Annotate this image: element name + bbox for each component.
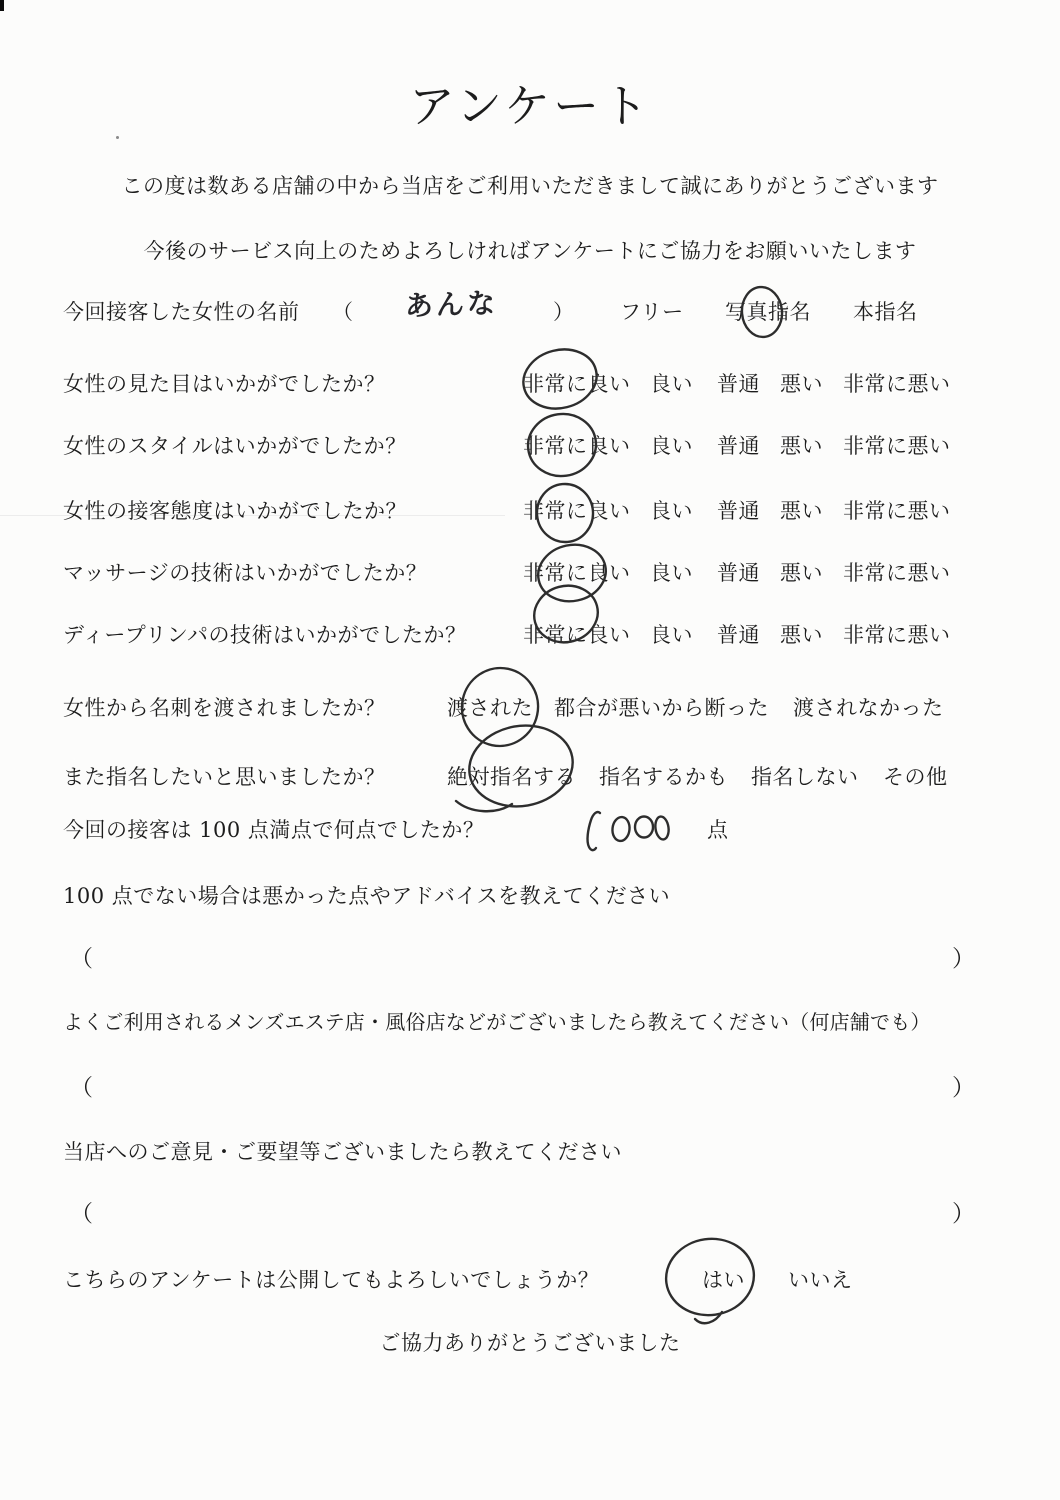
name-close-paren: ） <box>553 300 575 324</box>
advice-answer-row <box>0 944 1060 974</box>
shops-close-paren: ） <box>952 1075 976 1101</box>
rating-row-looks <box>0 369 1060 399</box>
shops-question-label: よくご利用されるメンズエステ店・風俗店などがございましたら教えてください（何店舗でも） <box>63 1010 931 1034</box>
option-definitely-request: 絶対指名する <box>447 765 576 789</box>
shops-answer-row <box>0 1073 1060 1103</box>
score-unit: 点 <box>707 818 729 842</box>
name-question-label: 今回接客した女性の名前 <box>63 300 300 324</box>
rating-row-service <box>0 496 1060 526</box>
rating-label-deep-lymph: ディープリンパの技術はいかがでしたか？ <box>63 623 467 647</box>
opinion-question-row <box>0 1137 1060 1167</box>
option-very-bad: 非常に悪い <box>843 434 951 458</box>
option-very-bad: 非常に悪い <box>843 561 951 585</box>
score-question-row <box>0 815 1060 845</box>
option-bad: 悪い <box>780 499 823 523</box>
footer-thanks: ご協力ありがとうございました <box>379 1331 681 1355</box>
rating-row-deep-lymph <box>0 620 1060 650</box>
intro-line-2: 今後のサービス向上のためよろしければアンケートにご協力をお願いいたします <box>143 239 917 263</box>
option-received: 渡された <box>447 696 533 720</box>
intro-line-1: この度は数ある店舗の中から当店をご利用いただきまして誠にありがとうございます <box>121 174 939 198</box>
option-no: いいえ <box>788 1268 853 1292</box>
option-normal: 普通 <box>717 623 760 647</box>
option-photo-shimei: 写真指名 <box>725 300 811 324</box>
repeat-question-label: また指名したいと思いましたか？ <box>63 765 386 789</box>
option-very-good: 非常に良い <box>523 499 631 523</box>
opinion-question-label: 当店へのご意見・ご要望等ございましたら教えてください <box>63 1140 622 1164</box>
handwritten-name: あんな <box>405 286 498 323</box>
advice-question-label: 100 点でない場合は悪かった点やアドバイスを教えてください <box>63 884 671 908</box>
publish-question-row <box>0 1265 1060 1295</box>
advice-open-paren: （ <box>70 946 94 972</box>
rating-row-style <box>0 431 1060 461</box>
option-normal: 普通 <box>717 372 760 396</box>
option-normal: 普通 <box>717 499 760 523</box>
option-good: 良い <box>650 372 693 396</box>
option-good: 良い <box>650 499 693 523</box>
advice-close-paren: ） <box>952 946 976 972</box>
option-bad: 悪い <box>780 623 823 647</box>
repeat-question-row <box>0 762 1060 792</box>
option-bad: 悪い <box>780 372 823 396</box>
option-very-good: 非常に良い <box>523 561 631 585</box>
circle-publish-yes-tail <box>695 1312 722 1323</box>
option-bad: 悪い <box>780 561 823 585</box>
scan-corner-artifact <box>0 0 4 11</box>
option-very-good: 非常に良い <box>523 372 631 396</box>
rating-label-massage: マッサージの技術はいかがでしたか？ <box>63 561 428 585</box>
opinion-open-paren: （ <box>70 1201 94 1227</box>
page-title: アンケート <box>408 79 652 133</box>
option-maybe-request: 指名するかも <box>599 765 728 789</box>
option-very-good: 非常に良い <box>523 434 631 458</box>
score-question-label: 今回の接客は 100 点満点で何点でしたか？ <box>63 818 485 842</box>
option-free: フリー <box>620 300 684 324</box>
option-hon-shimei: 本指名 <box>853 300 918 324</box>
circle-definitely-request-tail <box>456 801 512 811</box>
option-no-request: 指名しない <box>751 765 859 789</box>
option-very-bad: 非常に悪い <box>843 499 951 523</box>
name-question-row <box>0 286 1060 327</box>
opinion-close-paren: ） <box>952 1201 976 1227</box>
rating-label-style: 女性のスタイルはいかがでしたか？ <box>63 434 407 458</box>
option-good: 良い <box>650 561 693 585</box>
advice-question-row <box>0 881 1060 911</box>
option-very-bad: 非常に悪い <box>843 623 951 647</box>
option-good: 良い <box>650 434 693 458</box>
option-not-received: 渡されなかった <box>793 696 944 720</box>
option-very-good: 非常に良い <box>523 623 631 647</box>
option-bad: 悪い <box>780 434 823 458</box>
scan-speck-artifact <box>116 136 119 139</box>
option-declined: 都合が悪いから断った <box>554 696 769 720</box>
opinion-answer-row <box>0 1199 1060 1229</box>
rating-label-looks: 女性の見た目はいかがでしたか？ <box>63 372 386 396</box>
card-question-row <box>0 693 1060 723</box>
rating-label-service: 女性の接客態度はいかがでしたか？ <box>63 499 407 523</box>
option-yes: はい <box>702 1268 745 1292</box>
shops-open-paren: （ <box>70 1075 94 1101</box>
option-good: 良い <box>650 623 693 647</box>
option-very-bad: 非常に悪い <box>843 372 951 396</box>
option-normal: 普通 <box>717 561 760 585</box>
shops-question-row <box>0 1007 1060 1037</box>
option-other: その他 <box>883 765 948 789</box>
name-open-paren: （ <box>332 300 354 324</box>
publish-question-label: こちらのアンケートは公開してもよろしいでしょうか？ <box>63 1268 600 1292</box>
card-question-label: 女性から名刺を渡されましたか？ <box>63 696 386 720</box>
rating-row-massage <box>0 558 1060 588</box>
option-normal: 普通 <box>717 434 760 458</box>
